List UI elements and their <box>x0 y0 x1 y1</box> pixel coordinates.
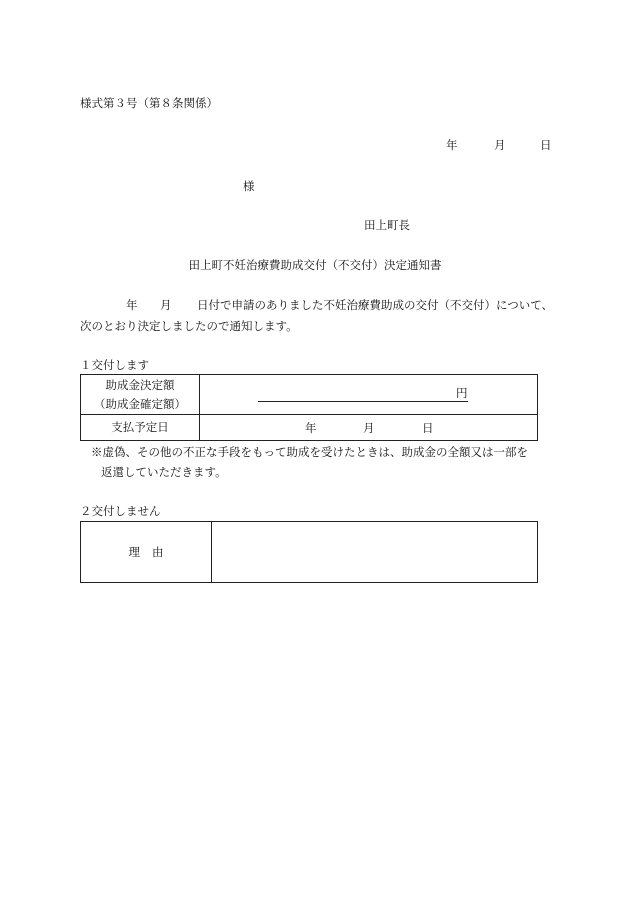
reason-table <box>80 521 538 583</box>
amount-underline <box>258 401 468 402</box>
payment-year: 年 <box>305 421 317 435</box>
document-title: 田上町不妊治療費助成交付（不交付）決定通知書 <box>188 258 442 272</box>
payment-day: 日 <box>422 421 434 435</box>
addressee-suffix: 様 <box>243 179 255 193</box>
reason-row <box>81 522 538 583</box>
payment-date-cell <box>200 415 538 441</box>
amount-label-confirmed: （助成金確定額） <box>94 396 186 411</box>
note-line-2: 返還していただきます。 <box>101 465 227 479</box>
payment-date-label: 支払予定日 <box>81 415 200 441</box>
header-date-year: 年 <box>446 138 458 152</box>
section-no-grant-heading: ２交付しません <box>80 504 161 518</box>
body-year: 年 <box>126 298 138 312</box>
reason-value-cell <box>212 522 538 583</box>
body-line-2: 次のとおり決定しましたので通知します。 <box>80 319 298 333</box>
amount-row <box>81 375 538 415</box>
form-number: 様式第３号（第８条関係） <box>80 96 218 110</box>
section-grant-heading: １交付します <box>80 358 149 372</box>
note-line-1: ※虚偽、その他の不正な手段をもって助成を受けたときは、助成金の全額又は一部を <box>91 445 528 459</box>
sender-name: 田上町長 <box>364 218 410 232</box>
grant-table <box>80 374 538 441</box>
payment-month: 月 <box>363 421 375 435</box>
body-line-1: 日付で申請のありました不妊治療費助成の交付（不交付）について、 <box>197 298 554 312</box>
body-month: 月 <box>160 298 172 312</box>
currency-unit: 円 <box>456 386 468 400</box>
reason-label: 理由 <box>81 522 212 583</box>
amount-label-cell <box>81 375 200 415</box>
amount-label: 助成金決定額 <box>105 377 175 392</box>
header-date-month: 月 <box>494 138 506 152</box>
amount-value-cell <box>200 375 538 415</box>
header-date-day: 日 <box>540 138 552 152</box>
payment-date-row <box>81 415 538 441</box>
